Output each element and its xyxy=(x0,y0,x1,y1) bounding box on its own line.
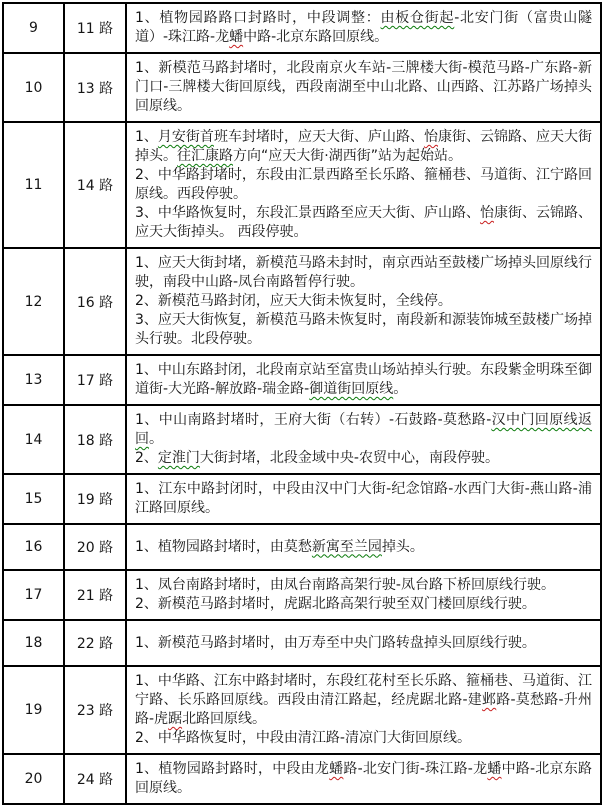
table-row xyxy=(3,405,601,474)
description-paragraph xyxy=(135,595,592,614)
description-paragraph xyxy=(135,166,592,204)
spellcheck-red-squiggle-text: 踞 xyxy=(168,711,183,727)
row-index-cell: 16 xyxy=(3,524,64,570)
description-paragraph xyxy=(135,361,592,399)
description-text: 1、植物园路路口封路时，中段调整： xyxy=(135,10,381,26)
adjustment-description-cell xyxy=(126,53,601,122)
description-paragraph xyxy=(135,634,592,653)
adjustment-description-cell xyxy=(126,570,601,620)
description-text: 2、中华路恢复时，中段由清江路-清凉门大街回原线。 xyxy=(135,730,471,746)
row-index-cell: 14 xyxy=(3,405,64,474)
description-text: 掉头。 xyxy=(381,538,424,555)
spellcheck-green-squiggle-text: 由板仓街起 xyxy=(380,10,455,26)
description-text: 路-莫愁路-升州路-虎 xyxy=(135,692,592,727)
description-paragraph xyxy=(135,254,592,292)
route-name-cell: 16 路 xyxy=(64,248,126,355)
row-index-cell: 9 xyxy=(3,3,64,53)
description-text: 2、中华路封堵时，东段由汇景西路至长乐路、箍桶巷、马道街、江宁路回原线。西段停驶。 xyxy=(135,167,592,202)
adjustment-description-cell xyxy=(126,355,601,405)
row-index-cell: 18 xyxy=(3,620,64,666)
description-paragraph xyxy=(135,292,592,311)
description-paragraph xyxy=(135,576,592,595)
description-text: 1、新模范马路封堵时，北段南京火车站-三牌楼大街-模范马路-广东路-新门口-三牌楼大街回原线，西段南湖至中山北路、山西路、江苏路广场掉头回原线。 xyxy=(135,60,592,114)
adjustment-description-cell xyxy=(126,405,601,474)
table-row xyxy=(3,3,601,53)
row-index-cell: 13 xyxy=(3,355,64,405)
description-text: 康街、云锦路、应天大街掉头。 xyxy=(135,129,593,164)
description-text: 1、凤台南路封堵时，由凤台南路高架行驶-凤台路下桥回原线行驶。 xyxy=(135,577,555,593)
row-index-cell: 12 xyxy=(3,248,64,355)
table-row xyxy=(3,474,601,524)
spellcheck-green-squiggle-text: 定淮门 xyxy=(157,450,200,466)
spellcheck-green-squiggle-text: 往汇康路 xyxy=(177,148,233,164)
table-row xyxy=(3,53,601,122)
description-text: 大街封堵，北段金域中央-农贸中心，南段停驶。 xyxy=(199,450,499,466)
description-text: 路-北安门街-珠江路-龙 xyxy=(343,761,488,777)
table-row xyxy=(3,355,601,405)
spellcheck-red-squiggle-text: 蟠 xyxy=(229,29,244,45)
route-name-cell: 24 路 xyxy=(64,754,126,804)
description-text: 1、应天大街封堵，新模范马路未封时，南京西站至鼓楼广场掉头回原线行驶，南段中山路-凤台南路暂停行驶。 xyxy=(135,255,592,290)
description-paragraph xyxy=(135,538,592,557)
description-text: 1、中山南路封堵时，王府大街（右转）-石鼓路-莫愁路- xyxy=(135,412,492,428)
description-text: 1、中华路、江东中路封堵时，东段红花村至长乐路、箍桶巷、马道街、江宁路、长乐路回原线。西段由清江路起，经虎踞北路-建 xyxy=(135,673,592,708)
spellcheck-green-squiggle-text: 汉中门回原线返回 xyxy=(135,412,593,447)
route-name-cell: 23 路 xyxy=(64,666,126,754)
route-name-cell: 20 路 xyxy=(64,524,126,570)
route-adjustment-table xyxy=(2,2,602,805)
row-index-cell: 17 xyxy=(3,570,64,620)
adjustment-description-cell xyxy=(126,474,601,524)
route-table-body xyxy=(3,3,601,804)
spellcheck-green-squiggle-text: 新寓至兰园 xyxy=(311,538,382,555)
description-text: 方向“应天大街·湖西街”站为起始站。 xyxy=(233,148,462,164)
adjustment-description-cell xyxy=(126,248,601,355)
description-paragraph xyxy=(135,449,592,468)
description-paragraph xyxy=(135,128,592,166)
row-index-cell: 11 xyxy=(3,122,64,248)
adjustment-description-cell xyxy=(126,3,601,53)
description-text: 2、新模范马路封堵时，虎踞北路高架行驶至双门楼回原线行驶。 xyxy=(135,596,536,612)
description-text: 3、应天大街恢复，新模范马路未恢复时，南段新和源装饰城至鼓楼广场掉头行驶。北段停驶。 xyxy=(135,312,592,347)
row-index-cell: 20 xyxy=(3,754,64,804)
description-paragraph xyxy=(135,204,592,242)
spellcheck-red-squiggle-text: 邺 xyxy=(481,692,497,708)
table-row xyxy=(3,570,601,620)
description-text: 2、新模范马路封闭，应天大街未恢复时，全线停。 xyxy=(135,293,452,309)
description-text: 1、植物园路封堵时，由莫愁 xyxy=(135,538,312,555)
description-text: 3、中华路恢复时，东段汇景西路至应天大街、庐山路、 xyxy=(135,205,480,221)
description-text: 北路回原线。 xyxy=(182,711,267,727)
description-text: 1、植物园路封路时，中段由龙 xyxy=(135,761,330,777)
description-paragraph xyxy=(135,480,592,518)
description-text: 。 xyxy=(393,381,408,397)
table-row xyxy=(3,122,601,248)
table-row xyxy=(3,524,601,570)
description-text: 2、 xyxy=(135,450,158,466)
spellcheck-green-squiggle-text: 月安街首 xyxy=(157,129,214,145)
description-text: 中路-北京东路回原线。 xyxy=(135,761,593,796)
description-paragraph xyxy=(135,311,592,349)
row-index-cell: 10 xyxy=(3,53,64,122)
description-text: 1、 xyxy=(135,129,158,145)
route-name-cell: 17 路 xyxy=(64,355,126,405)
description-paragraph xyxy=(135,59,592,116)
adjustment-description-cell xyxy=(126,620,601,666)
description-text: 1、新模范马路封堵时，由万寿至中央门路转盘掉头回原线行驶。 xyxy=(135,634,536,651)
adjustment-description-cell xyxy=(126,122,601,248)
description-text: 1、江东中路封闭时，中段由汉中门大街-纪念馆路-水西门大街-燕山路-浦江路回原线。 xyxy=(135,481,592,516)
spellcheck-red-squiggle-text: 怡 xyxy=(479,205,494,221)
row-index-cell: 19 xyxy=(3,666,64,754)
adjustment-description-cell xyxy=(126,524,601,570)
table-row xyxy=(3,754,601,804)
route-name-cell: 11 路 xyxy=(64,3,126,53)
route-name-cell: 19 路 xyxy=(64,474,126,524)
adjustment-description-cell xyxy=(126,754,601,804)
description-text: 1、中山东路封闭，北段南京站至富贵山场站掉头行驶。东段紫金明珠至御道街-大光路-解放路-瑞金路- xyxy=(135,362,592,397)
adjustment-description-cell xyxy=(126,666,601,754)
description-paragraph xyxy=(135,760,592,798)
spellcheck-red-squiggle-text: 怡 xyxy=(423,129,438,145)
spellcheck-green-squiggle-text: 御道街回原线 xyxy=(309,381,394,397)
description-text: 中路-北京东路回原线。 xyxy=(243,29,389,45)
table-row xyxy=(3,620,601,666)
table-row xyxy=(3,666,601,754)
description-text: 班车封堵时，应天大街、庐山路、 xyxy=(213,129,424,145)
row-index-cell: 15 xyxy=(3,474,64,524)
route-name-cell: 14 路 xyxy=(64,122,126,248)
description-text: 康街、云锦路、应天大街掉头。 西段停驶。 xyxy=(135,205,593,240)
spellcheck-red-squiggle-text: 蟠 xyxy=(329,761,344,777)
description-paragraph xyxy=(135,672,592,729)
description-paragraph xyxy=(135,729,592,748)
description-paragraph xyxy=(135,411,592,449)
spellcheck-red-squiggle-text: 蟠 xyxy=(487,761,502,777)
route-name-cell: 13 路 xyxy=(64,53,126,122)
route-name-cell: 18 路 xyxy=(64,405,126,474)
description-text: -北安门街（富贵山隧道）-珠江路-龙 xyxy=(135,10,593,45)
table-row xyxy=(3,248,601,355)
route-name-cell: 22 路 xyxy=(64,620,126,666)
route-name-cell: 21 路 xyxy=(64,570,126,620)
description-text: 。 xyxy=(149,431,163,447)
description-paragraph xyxy=(135,9,592,47)
